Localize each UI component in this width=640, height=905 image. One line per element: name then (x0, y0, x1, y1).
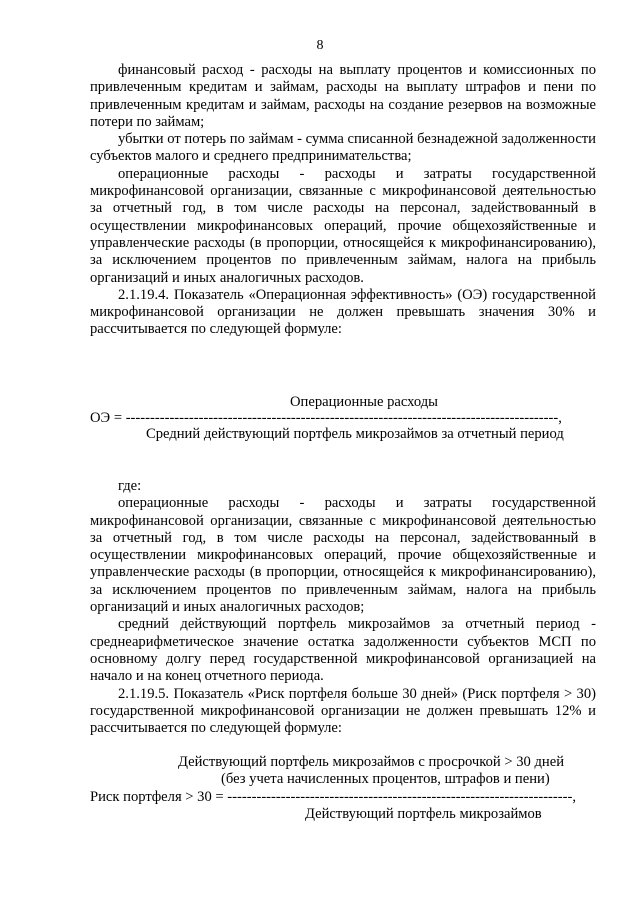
paragraph-indicator-2-1-19-4: 2.1.19.4. Показатель «Операционная эффективность» (ОЭ) государственной микрофинансовой организации не должен превышать значения 30% и рассчитывается по следующей формуле: (90, 286, 596, 338)
formula2-denominator: Действующий портфель микрозаймов (305, 806, 542, 822)
text-block-1 (90, 62, 596, 339)
text-block-2 (90, 478, 596, 737)
formula1-fraction-line: ОЭ = -----------------------------------------------------------------------------------------, (90, 410, 562, 426)
page-number: 8 (316, 38, 324, 53)
formula2-numerator-line2: (без учета начисленных процентов, штрафов и пени) (221, 771, 550, 787)
paragraph-indicator-2-1-19-5: 2.1.19.5. Показатель «Риск портфеля больше 30 дней» (Риск портфеля > 30) государственной микрофинансовой организации не должен превышать 12% и рассчитывается по следующей формуле: (90, 685, 596, 737)
paragraph-average-portfolio-def: средний действующий портфель микрозаймов за отчетный период - среднеарифметическое значение остатка задолженности субъектов МСП по основному долгу перед государственной микрофинансовой организацией на начало и на конец отчетного периода. (90, 616, 596, 685)
paragraph-financial-expense: финансовый расход - расходы на выплату процентов и комиссионных по привлеченным кредитам и займам, расходы на выплату штрафов и пени по привлеченным кредитам и займам, расходы на создание резервов на возможные потери по займам; (90, 62, 596, 130)
paragraph-loan-losses: убытки от потерь по займам - сумма списанной безнадежной задолженности субъектов малого и среднего предпринимательства; (90, 131, 596, 165)
formula2-fraction-line: Риск портфеля > 30 = -----------------------------------------------------------------------, (90, 789, 577, 805)
formula2-numerator-line1: Действующий портфель микрозаймов с просрочкой > 30 дней (178, 754, 565, 770)
paragraph-operating-expenses-def: операционные расходы - расходы и затраты государственной микрофинансовой организации, связанные с микрофинансовой деятельностью за отчетный год, в том числе расходы на персонал, задействованный в осуществлении микрофинансовых операций, прочие общехозяйственные и управленческие расходы (в пропорции, относящейся к микрофинансированию), за исключением процентов по привлеченным займам, налога на прибыль организаций и иных аналогичных расходов; (90, 495, 596, 616)
paragraph-where: где: (118, 478, 142, 494)
paragraph-operating-expenses: операционные расходы - расходы и затраты государственной микрофинансовой организации, связанные с микрофинансовой деятельностью за отчетный год, в том числе расходы на персонал, задействованный в осуществлении микрофинансовых операций, прочие общехозяйственные и управленческие расходы (в пропорции, относящейся к микрофинансированию), за исключением процентов по привлеченным займам, налога на прибыль организаций и иных аналогичных расходов. (90, 165, 596, 286)
formula1-numerator: Операционные расходы (290, 394, 438, 410)
formula1-denominator: Средний действующий портфель микрозаймов за отчетный период (146, 426, 564, 442)
